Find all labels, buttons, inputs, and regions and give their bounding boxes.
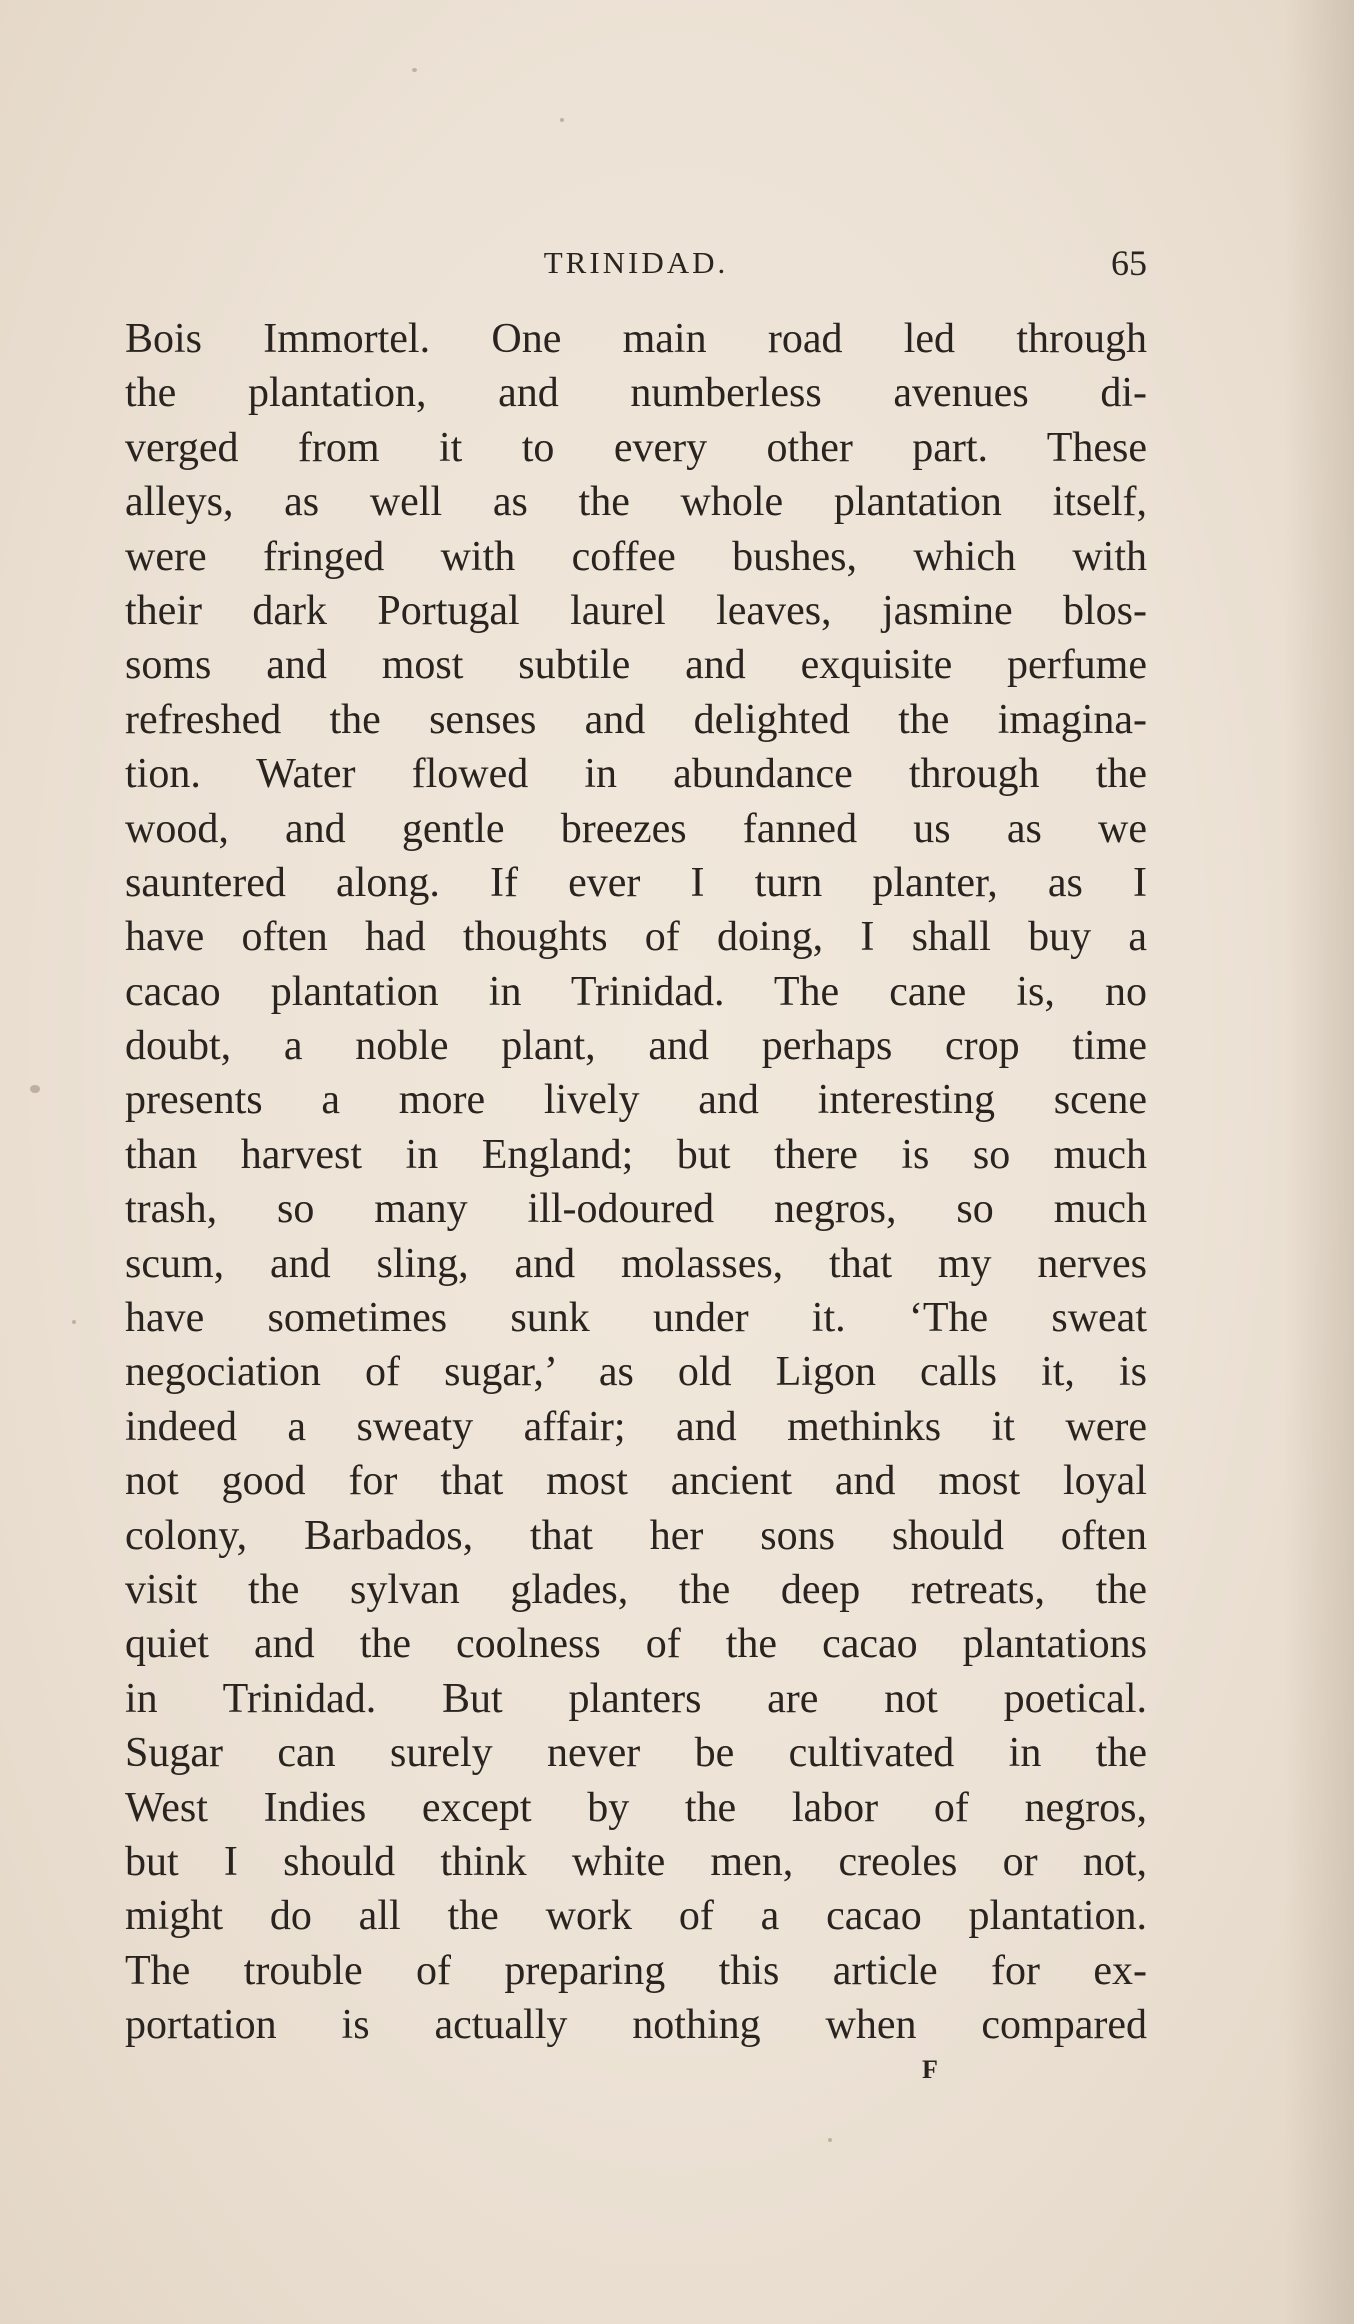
- text-line: portation is actually nothing when compared: [125, 2002, 1147, 2049]
- text-line: The trouble of preparing this article for ex-: [125, 1947, 1147, 1994]
- text-line: tion. Water flowed in abundance through the: [125, 751, 1147, 798]
- text-line: refreshed the senses and delighted the imagina-: [125, 696, 1147, 743]
- text-line: indeed a sweaty affair; and methinks it were: [125, 1403, 1147, 1450]
- text-line: have often had thoughts of doing, I shall buy a: [125, 914, 1147, 961]
- text-line: were fringed with coffee bushes, which with: [125, 533, 1147, 580]
- text-line: scum, and sling, and molasses, that my nerves: [125, 1240, 1147, 1287]
- page-edge-shadow: [1284, 0, 1354, 2324]
- text-line: but I should think white men, creoles or not,: [125, 1838, 1147, 1885]
- paper-speck: [560, 118, 564, 122]
- signature-mark: F: [922, 2055, 938, 2084]
- paper-speck: [72, 1320, 76, 1324]
- paper-speck: [828, 2138, 832, 2142]
- text-line: soms and most subtile and exquisite perfume: [125, 642, 1147, 689]
- body-text: [125, 312, 1147, 2053]
- text-line: their dark Portugal laurel leaves, jasmine blos-: [125, 587, 1147, 634]
- text-line: Sugar can surely never be cultivated in the: [125, 1730, 1147, 1777]
- text-line: Bois Immortel. One main road led through: [125, 316, 1147, 362]
- text-line: verged from it to every other part. These: [125, 424, 1147, 471]
- text-line: have sometimes sunk under it. ‘The sweat: [125, 1295, 1147, 1342]
- text-line: than harvest in England; but there is so much: [125, 1131, 1147, 1178]
- text-line: trash, so many ill-odoured negros, so much: [125, 1186, 1147, 1233]
- text-line: West Indies except by the labor of negros,: [125, 1784, 1147, 1831]
- text-line: quiet and the coolness of the cacao plantations: [125, 1621, 1147, 1668]
- text-line: not good for that most ancient and most loyal: [125, 1458, 1147, 1505]
- text-line: colony, Barbados, that her sons should often: [125, 1512, 1147, 1559]
- text-line: wood, and gentle breezes fanned us as we: [125, 805, 1147, 852]
- text-line: sauntered along. If ever I turn planter, as I: [125, 859, 1147, 906]
- text-line: visit the sylvan glades, the deep retreats, the: [125, 1566, 1147, 1613]
- text-line: alleys, as well as the whole plantation itself,: [125, 479, 1147, 526]
- text-line: presents a more lively and interesting scene: [125, 1077, 1147, 1124]
- page-number: 65: [1111, 243, 1147, 283]
- paper-speck: [412, 68, 417, 72]
- page-header: [125, 238, 1147, 288]
- text-line: doubt, a noble plant, and perhaps crop time: [125, 1023, 1147, 1070]
- text-line: the plantation, and numberless avenues di-: [125, 370, 1147, 417]
- paper-speck: [30, 1085, 40, 1093]
- text-line: negociation of sugar,’ as old Ligon calls it, is: [125, 1349, 1147, 1396]
- text-line: might do all the work of a cacao plantation.: [125, 1893, 1147, 1940]
- text-line: cacao plantation in Trinidad. The cane is, no: [125, 968, 1147, 1015]
- text-line: in Trinidad. But planters are not poetical.: [125, 1675, 1147, 1722]
- running-head: TRINIDAD.: [543, 245, 729, 280]
